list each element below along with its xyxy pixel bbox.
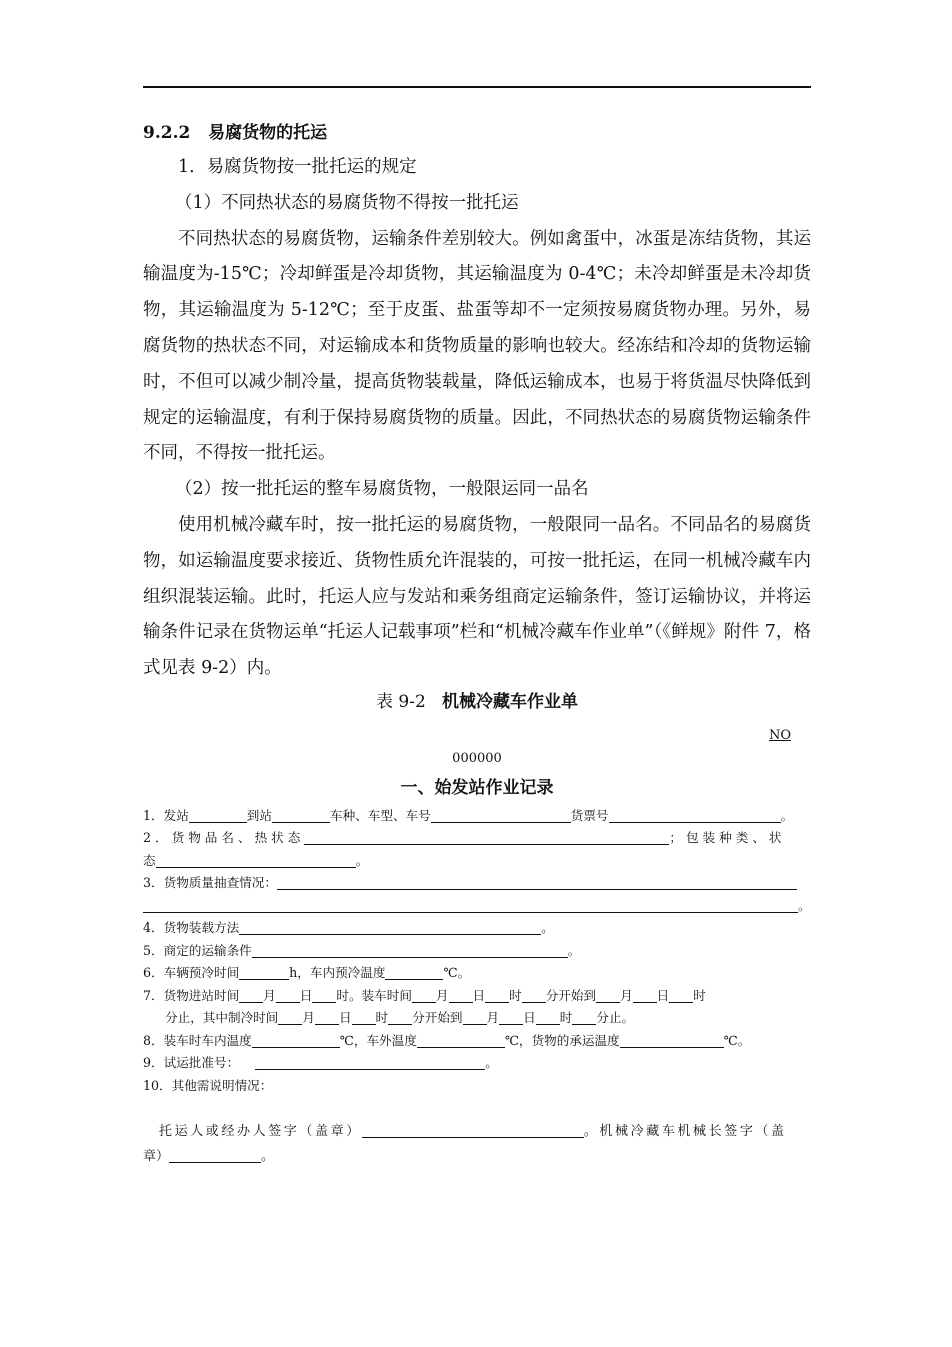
form-line-6 <box>143 962 811 985</box>
label-transport-conditions: 5．商定的运输条件 <box>143 942 252 958</box>
label-cooling-time: 分止，其中制冷时间 <box>165 1010 279 1026</box>
cool-end-hour-field[interactable] <box>536 1009 560 1025</box>
subheading-1-2: （2）按一批托运的整车易腐货物，一般限运同一品名 <box>175 479 589 500</box>
cool-minute-field[interactable] <box>388 1009 412 1025</box>
punct: 。 <box>567 942 581 958</box>
cool-end-minute-field[interactable] <box>572 1009 596 1025</box>
paragraph-1: 不同热状态的易腐货物，运输条件差别较大。例如禽蛋中，冰蛋是冻结货物，其运输温度为-15℃；冷却鲜蛋是冷却货物，其运输温度为 0-4℃；未冷却鲜蛋是未冷却货物，其运输温度为 5-12℃；至于皮蛋、盐蛋等却不一定须按易腐货物办理。另外，易腐货物的热状态不同，对运输成本和货物质量的影响也较大。经冻结和冷却的货物运输时，不但可以减少制冷量，提高货物装载量，降低运输成本，也易于将货温尽快降低到规定的运输温度，有利于保持易腐货物的质量。因此，不同热状态的易腐货物运输条件不同，不得按一批托运。 <box>143 228 811 464</box>
label-car-info: 车种、车型、车号 <box>329 807 431 823</box>
table-caption <box>143 687 811 717</box>
label-inside-temp: 8．装车时车内温度 <box>143 1032 252 1048</box>
unit-day: 日 <box>299 987 313 1003</box>
cool-end-month-field[interactable] <box>463 1009 487 1025</box>
label-approval-number: 9．试运批准号： <box>143 1055 240 1071</box>
subheading-1-1: （1）不同热状态的易腐货物不得按一批托运 <box>175 192 519 213</box>
form-line-2-cont <box>143 850 811 873</box>
label-precool-time: 6．车辆预冷时间 <box>143 965 240 981</box>
label-other-notes: 10．其他需说明情况： <box>143 1077 273 1093</box>
cool-day-field[interactable] <box>315 1009 339 1025</box>
unit-month: 月 <box>263 987 276 1003</box>
unit-hour: 时 <box>693 987 706 1003</box>
unit-month: 月 <box>620 987 633 1003</box>
form-line-9 <box>143 1052 811 1075</box>
paragraph-2: 使用机械冷藏车时，按一批托运的易腐货物，一般限同一品名。不同品名的易腐货物，如运输温度要求接近、货物性质允许混装的，可按一批托运，在同一机械冷藏车内组织混装运输。此时，托运人应与发站和乘务组商定运输条件，签订运输协议，并将运输条件记录在货物运单“托运人记载事项”栏和“机械冷藏车作业单”（《鲜规》附件 7，格式见表 9-2）内。 <box>143 514 811 679</box>
punct: 。 <box>780 807 794 823</box>
transport-conditions-field[interactable] <box>252 942 568 958</box>
unit-hour: 时。 <box>336 987 362 1003</box>
cool-end-day-field[interactable] <box>499 1009 523 1025</box>
precool-time-field[interactable] <box>239 964 289 980</box>
label-mechanic-signature: 。机械冷藏车机械长签字（盖 <box>583 1124 787 1140</box>
label-precool-temp: h，车内预冷温度 <box>289 965 386 981</box>
unit-minute-stop: 分止。 <box>596 1010 635 1026</box>
table-label: 表 9-2 <box>376 691 426 712</box>
cool-month-field[interactable] <box>278 1009 302 1025</box>
document-page <box>143 118 811 1169</box>
arrival-hour-field[interactable] <box>312 987 336 1003</box>
unit-minute-start: 分开始到 <box>412 1010 463 1026</box>
inside-temp-field[interactable] <box>252 1032 340 1048</box>
quality-check-field-2[interactable] <box>143 897 798 913</box>
form-line-8 <box>143 1030 811 1053</box>
label-destination-station: 到站 <box>246 807 272 823</box>
signature-line-cont <box>143 1144 811 1169</box>
form-line-7 <box>143 985 811 1008</box>
load-end-month-field[interactable] <box>596 987 620 1003</box>
unit-celsius: ℃。 <box>723 1032 751 1048</box>
form-line-10 <box>143 1075 811 1098</box>
section-title: 易腐货物的托运 <box>208 123 328 143</box>
unit-day: 日 <box>472 987 486 1003</box>
unit-day: 日 <box>523 1010 536 1026</box>
destination-station-field[interactable] <box>272 807 330 823</box>
load-minute-field[interactable] <box>522 987 546 1003</box>
precool-temp-field[interactable] <box>385 964 443 980</box>
signature-line <box>143 1119 811 1144</box>
packaging-field[interactable] <box>156 852 356 868</box>
cool-hour-field[interactable] <box>352 1009 376 1025</box>
mechanic-signature-field[interactable] <box>169 1147 261 1163</box>
number-label: NO <box>768 727 791 743</box>
outside-temp-field[interactable] <box>417 1032 505 1048</box>
label-ticket-number: 货票号 <box>570 807 609 823</box>
carrier-temp-field[interactable] <box>620 1032 724 1048</box>
section-heading <box>143 118 811 148</box>
unit-day: 日 <box>338 1010 352 1026</box>
origin-station-field[interactable] <box>189 807 247 823</box>
unit-hour: 时 <box>559 1010 573 1026</box>
form-line-1 <box>143 805 811 828</box>
punct: 。 <box>798 897 811 913</box>
label-carrier-temp: ℃，货物的承运温度 <box>504 1032 620 1048</box>
form-section-title: 一、始发站作业记录 <box>400 777 554 798</box>
label-loading-time: 装车时间 <box>361 987 412 1003</box>
unit-hour: 时 <box>375 1010 389 1026</box>
load-day-field[interactable] <box>449 987 473 1003</box>
car-info-field[interactable] <box>431 807 571 823</box>
ticket-number-field[interactable] <box>609 807 781 823</box>
form-line-2 <box>143 827 811 850</box>
label-goods-name: 2．货物品名、热状态 <box>143 830 305 846</box>
arrival-day-field[interactable] <box>276 987 300 1003</box>
quality-check-field[interactable] <box>277 874 797 890</box>
goods-name-field[interactable] <box>304 829 669 845</box>
approval-number-field[interactable] <box>255 1054 485 1070</box>
form-line-7-cont <box>143 1007 811 1030</box>
punct: 。 <box>355 852 369 868</box>
label-arrival-time: 7．货物进站时间 <box>143 987 240 1003</box>
unit-hour: 时 <box>509 987 522 1003</box>
unit-month: 月 <box>486 1010 500 1026</box>
unit-day: 日 <box>656 987 670 1003</box>
table-title: 机械冷藏车作业单 <box>442 691 578 712</box>
label-loading-method: 4．货物装载方法 <box>143 920 240 936</box>
unit-celsius: ℃。 <box>443 965 471 981</box>
label-origin-station: 1．发站 <box>143 807 189 823</box>
unit-month: 月 <box>302 1010 315 1026</box>
subheading-1: 1．易腐货物按一批托运的规定 <box>178 157 417 177</box>
label-state: 态 <box>143 852 156 868</box>
unit-month: 月 <box>435 987 449 1003</box>
label-seal: 章） <box>143 1149 170 1165</box>
arrival-month-field[interactable] <box>239 987 263 1003</box>
punct: 。 <box>485 1055 498 1071</box>
form-number: 000000 <box>452 750 502 766</box>
shipper-signature-field[interactable] <box>362 1122 584 1138</box>
loading-method-field[interactable] <box>239 919 541 935</box>
punct: 。 <box>261 1149 275 1165</box>
header-rule <box>143 86 811 88</box>
label-outside-temp: ℃，车外温度 <box>339 1032 417 1048</box>
load-hour-field[interactable] <box>485 987 509 1003</box>
form-line-5 <box>143 940 811 963</box>
load-end-hour-field[interactable] <box>669 987 693 1003</box>
label-packaging: ；包装种类、状 <box>669 830 786 846</box>
punct: 。 <box>541 920 554 936</box>
load-end-day-field[interactable] <box>633 987 657 1003</box>
section-number: 9.2.2 <box>143 123 191 143</box>
form-line-3-cont <box>143 895 811 918</box>
form-line-4 <box>143 917 811 940</box>
label-shipper-signature: 托运人或经办人签字（盖章） <box>159 1124 362 1140</box>
form-line-3 <box>143 872 811 895</box>
load-month-field[interactable] <box>412 987 436 1003</box>
unit-minute-start: 分开始到 <box>545 987 597 1003</box>
label-quality-check: 3．货物质量抽查情况： <box>143 875 277 891</box>
